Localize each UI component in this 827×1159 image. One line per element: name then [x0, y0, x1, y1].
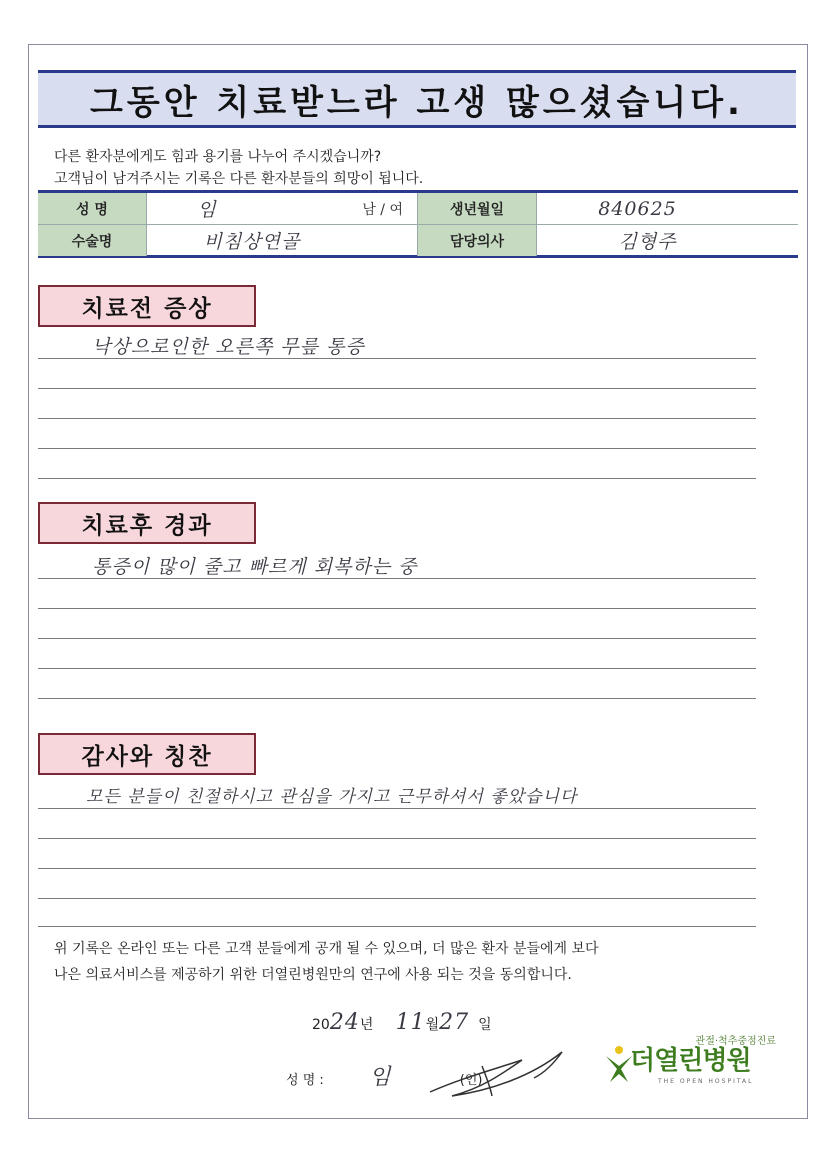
handwritten-signature: [422, 1030, 592, 1102]
seal-mark: (인): [459, 1073, 483, 1088]
writing-line: [38, 868, 756, 869]
section-before-label: 치료전 증상: [38, 285, 256, 327]
writing-line: [38, 668, 756, 669]
logo-name: 더열린병원: [630, 1046, 751, 1076]
name-label: 성 명: [38, 193, 146, 224]
date-day[interactable]: 27: [439, 1010, 470, 1035]
surgery-field[interactable]: [146, 225, 418, 256]
writing-line: [38, 478, 756, 479]
name-value: 임: [197, 199, 217, 221]
gender-selector[interactable]: 남 / 여: [362, 201, 403, 218]
logo-english: THE OPEN HOSPITAL: [658, 1078, 754, 1085]
info-row-2: [38, 225, 798, 256]
form-title: 그동안 치료받느라 고생 많으셨습니다.: [90, 82, 744, 123]
writing-line: [38, 388, 756, 389]
surgery-label: 수술명: [38, 225, 146, 256]
date-prefix: 20: [312, 1017, 330, 1033]
birth-field[interactable]: [536, 193, 798, 224]
birth-label: 생년월일: [418, 193, 536, 224]
logo-subtitle: 관절·척추중점진료: [695, 1036, 776, 1047]
date-month[interactable]: 11: [395, 1010, 426, 1035]
writing-line: [38, 608, 756, 609]
form-title-banner: [38, 70, 796, 128]
section-thanks-label: 감사와 칭찬: [38, 733, 256, 775]
doctor-value: 김형주: [618, 231, 677, 253]
hospital-logo: [604, 1036, 782, 1096]
patient-info-table: [38, 190, 798, 258]
info-row-1: [38, 193, 798, 225]
consent-line-2: 나은 의료서비스를 제공하기 위한 더열린병원만의 연구에 사용 되는 것을 동의합니다.: [54, 967, 572, 983]
surgery-value: 비침상연골: [203, 231, 301, 253]
writing-line: [38, 698, 756, 699]
doctor-label: 담당의사: [418, 225, 536, 256]
date-month-unit: 월: [425, 1017, 440, 1033]
writing-line: [38, 448, 756, 449]
writing-line: [38, 418, 756, 419]
writing-line: [38, 898, 756, 899]
after-text[interactable]: 통증이 많이 줄고 빠르게 회복하는 중: [92, 556, 418, 578]
signature-name[interactable]: 임: [369, 1065, 392, 1090]
date-year[interactable]: 24: [329, 1010, 360, 1035]
before-text[interactable]: 낙상으로인한 오른쪽 무릎 통증: [92, 336, 365, 358]
signature-label: 성 명 :: [286, 1073, 324, 1088]
writing-line: [38, 358, 756, 359]
date-year-unit: 년: [359, 1017, 374, 1033]
date-day-unit: 일: [478, 1017, 492, 1033]
section-after-label: 치료후 경과: [38, 502, 256, 544]
name-field[interactable]: [146, 193, 418, 224]
doctor-field[interactable]: [536, 225, 798, 256]
writing-line: [38, 808, 756, 809]
intro-line-2: 고객님이 남겨주시는 기록은 다른 환자분들의 희망이 됩니다.: [54, 171, 424, 187]
consent-line-1: 위 기록은 온라인 또는 다른 고객 분들에게 공개 될 수 있으며, 더 많은 환자 분들에게 보다: [54, 941, 599, 957]
thanks-text[interactable]: 모든 분들이 친절하시고 관심을 가지고 근무하셔서 좋았습니다: [86, 787, 578, 807]
writing-line: [38, 578, 756, 579]
writing-line: [38, 838, 756, 839]
birth-value: 840625: [598, 197, 677, 220]
intro-line-1: 다른 환자분에게도 힘과 용기를 나누어 주시겠습니까?: [54, 149, 382, 165]
writing-line: [38, 926, 756, 927]
writing-line: [38, 638, 756, 639]
